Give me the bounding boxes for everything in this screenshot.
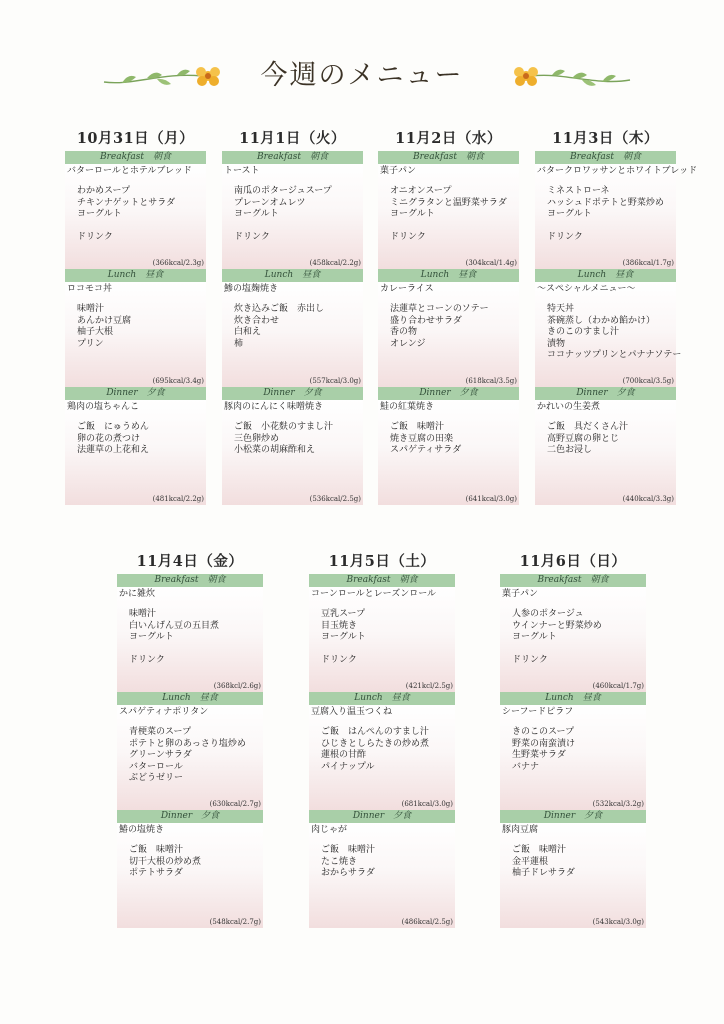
lunch-section <box>378 269 519 387</box>
side-dishes <box>222 186 363 244</box>
calorie-salt-info: (630kcal/2.7g) <box>209 800 261 808</box>
menu-item: スパゲティサラダ <box>390 445 462 455</box>
menu-item: ドリンク <box>390 232 426 242</box>
breakfast-section <box>222 151 363 269</box>
side-dishes <box>500 727 646 773</box>
menu-item: ドリンク <box>547 232 583 242</box>
menu-item: バターロール <box>129 761 183 772</box>
breakfast-header: Breakfast 朝食 <box>222 151 363 164</box>
breakfast-body <box>500 587 646 692</box>
calorie-salt-info: (304kcal/1.4g) <box>465 259 517 267</box>
menu-item: 高野豆腐の卵とじ <box>547 433 620 444</box>
menu-item: ポテトサラダ <box>129 868 183 878</box>
menu-item <box>234 221 363 233</box>
dinner-body <box>309 823 455 928</box>
menu-item <box>129 644 263 656</box>
menu-item: ご飯 味噌汁 <box>512 845 567 855</box>
lunch-section <box>535 269 682 387</box>
menu-item: ウインナーと野菜炒め <box>512 620 602 631</box>
day-column <box>378 127 519 505</box>
menu-item: ご飯 具だくさん汁 <box>547 422 629 432</box>
side-dishes <box>378 186 519 244</box>
menu-item: 生野菜サラダ <box>512 750 566 760</box>
main-dish: バタークロワッサンとホワイトブレッド <box>537 166 698 176</box>
calorie-salt-info: (641kcal/3.0g) <box>465 495 517 503</box>
menu-item: 特天丼 <box>547 304 575 314</box>
menu-item: ご飯 味噌汁 <box>321 845 376 855</box>
menu-item: 茶碗蒸し（わかめ餡かけ） <box>547 315 656 326</box>
menu-item: ご飯 はんぺんのすまし汁 <box>321 727 429 737</box>
calorie-salt-info: (536kcal/2.5g) <box>309 495 361 503</box>
main-dish: 鮭の紅葉焼き <box>380 402 435 412</box>
dinner-section <box>222 387 363 505</box>
menu-item: ドリンク <box>512 655 548 665</box>
menu-item <box>547 221 676 233</box>
side-dishes <box>117 845 263 880</box>
menu-item: 盛り合わせサラダ <box>390 315 462 326</box>
dinner-body <box>378 400 519 505</box>
menu-item: ヨーグルト <box>512 632 557 642</box>
breakfast-body <box>309 587 455 692</box>
calorie-salt-info: (695kcal/3.4g) <box>152 377 204 385</box>
menu-item <box>512 644 646 656</box>
menu-item: たこ焼き <box>321 856 358 867</box>
main-dish: シーフードピラフ <box>502 707 574 717</box>
menu-item: わかめスープ <box>77 186 131 196</box>
menu-item: 味噌汁 <box>129 609 157 619</box>
side-dishes <box>535 304 682 362</box>
side-dishes <box>309 727 455 773</box>
menu-item: 香の物 <box>390 327 418 337</box>
menu-item: ヨーグルト <box>390 209 435 219</box>
menu-item: 南瓜のポタージュスープ <box>234 186 332 196</box>
main-dish: コーンロールとレーズンロール <box>311 589 437 599</box>
lunch-section <box>222 269 363 387</box>
side-dishes <box>500 609 646 667</box>
menu-item: ご飯 味噌汁 <box>129 845 184 855</box>
day-date: 11月1日（火） <box>239 130 346 147</box>
menu-item: ハッシュドポテトと野菜炒め <box>547 197 664 208</box>
lunch-section <box>65 269 206 387</box>
main-dish: トースト <box>224 166 260 176</box>
main-dish: かに雑炊 <box>119 589 156 599</box>
dinner-section <box>309 810 455 928</box>
page-title: 今週のメニュー <box>260 60 464 91</box>
breakfast-body <box>535 164 698 269</box>
menu-item: 蓮根の甘酢 <box>321 750 367 760</box>
menu-item: ご飯 味噌汁 <box>390 422 445 432</box>
menu-item: 漬物 <box>547 338 566 349</box>
lunch-header: Lunch 昼食 <box>535 269 676 282</box>
side-dishes <box>117 727 263 785</box>
dinner-body <box>222 400 363 505</box>
dinner-section <box>117 810 263 928</box>
lunch-section <box>309 692 455 810</box>
calorie-salt-info: (700kcal/3.5g) <box>622 377 674 385</box>
menu-item: パイナップル <box>321 761 375 772</box>
calorie-salt-info: (386kcal/1.7g) <box>622 259 674 267</box>
dinner-body <box>500 823 646 928</box>
menu-item: 法蓮草の上花和え <box>77 445 150 455</box>
main-dish: ロコモコ丼 <box>67 284 113 294</box>
day-column <box>65 127 206 505</box>
main-dish: 菓子パン <box>502 589 539 599</box>
dinner-body <box>535 400 676 505</box>
main-dish: 菓子パン <box>380 166 417 176</box>
main-dish: 鶏肉の塩ちゃんこ <box>67 402 140 412</box>
main-dish: 豚肉のにんにく味噌焼き <box>224 402 324 412</box>
menu-item: 野菜の南蛮漬け <box>512 738 576 749</box>
day-column <box>500 550 646 928</box>
dinner-section <box>378 387 519 505</box>
calorie-salt-info: (618kcal/3.5g) <box>465 377 517 385</box>
breakfast-body <box>117 587 263 692</box>
lunch-header: Lunch 昼食 <box>65 269 206 282</box>
lunch-body <box>500 705 646 810</box>
breakfast-body <box>378 164 519 269</box>
breakfast-header: Breakfast 朝食 <box>535 151 676 164</box>
menu-item: 焼き豆腐の田楽 <box>390 433 454 444</box>
lunch-header: Lunch 昼食 <box>117 692 263 705</box>
side-dishes <box>65 304 206 350</box>
lunch-header: Lunch 昼食 <box>309 692 455 705</box>
breakfast-header: Breakfast 朝食 <box>65 151 206 164</box>
calorie-salt-info: (548kcal/2.7g) <box>209 918 261 926</box>
side-dishes <box>65 186 206 244</box>
menu-item: 目玉焼き <box>321 620 358 631</box>
lunch-section <box>500 692 646 810</box>
menu-item: きのこのすまし汁 <box>547 327 620 337</box>
lunch-body <box>378 282 519 387</box>
breakfast-section <box>65 151 206 269</box>
day-column <box>309 550 455 928</box>
main-dish: かれいの生姜煮 <box>537 402 601 412</box>
menu-item: ぶどうゼリー <box>129 773 184 783</box>
menu-item: きのこのスープ <box>512 727 575 737</box>
main-dish: 豚肉豆腐 <box>502 825 539 835</box>
menu-item: ドリンク <box>234 232 270 242</box>
menu-item: 白いんげん豆の五目煮 <box>129 620 220 631</box>
breakfast-body <box>222 164 363 269</box>
calorie-salt-info: (460kcal/1.7g) <box>592 682 644 690</box>
main-dish: 豆腐入り温玉つくね <box>311 707 393 717</box>
day-date: 11月5日（土） <box>328 553 436 570</box>
main-dish: 肉じゃが <box>311 825 348 835</box>
lunch-header: Lunch 昼食 <box>500 692 646 705</box>
calorie-salt-info: (543kcal/3.0g) <box>592 918 644 926</box>
dinner-header: Dinner 夕食 <box>65 387 206 400</box>
calorie-salt-info: (366kcal/2.3g) <box>152 259 204 267</box>
side-dishes <box>65 422 206 457</box>
lunch-header: Lunch 昼食 <box>378 269 519 282</box>
menu-item: 三色卵炒め <box>234 433 280 444</box>
dinner-header: Dinner 夕食 <box>222 387 363 400</box>
day-column <box>117 550 263 928</box>
calorie-salt-info: (557kcal/3.0g) <box>309 377 361 385</box>
calorie-salt-info: (486kcal/2.5g) <box>401 918 453 926</box>
breakfast-header: Breakfast 朝食 <box>500 574 646 587</box>
menu-item: おからサラダ <box>321 868 375 878</box>
menu-item: 豆乳スープ <box>321 609 366 619</box>
breakfast-section <box>535 151 698 269</box>
dinner-header: Dinner 夕食 <box>378 387 519 400</box>
day-column <box>222 127 363 505</box>
menu-item: 二色お浸し <box>547 445 593 455</box>
menu-item: ココナッツプリンとパナナソテー <box>547 350 682 360</box>
flower-vine-left-icon <box>102 58 232 98</box>
dinner-body <box>65 400 206 505</box>
dinner-section <box>535 387 676 505</box>
menu-item <box>77 221 206 233</box>
menu-item: チキンナゲットとサラダ <box>77 197 176 208</box>
breakfast-header: Breakfast 朝食 <box>117 574 263 587</box>
side-dishes <box>378 304 519 350</box>
side-dishes <box>222 304 363 350</box>
breakfast-body <box>65 164 206 269</box>
menu-item: 法蓮草とコーンのソテー <box>390 304 489 314</box>
menu-item: ご飯 小花麩のすまし汁 <box>234 422 334 432</box>
main-dish: 鯵の塩麹焼き <box>224 284 279 294</box>
menu-item: ヨーグルト <box>77 209 122 219</box>
dinner-header: Dinner 夕食 <box>309 810 455 823</box>
menu-item: 卵の花の煮つけ <box>77 433 141 444</box>
breakfast-section <box>500 574 646 692</box>
calorie-salt-info: (481kcal/2.2g) <box>152 495 204 503</box>
menu-item: 白和え <box>234 327 262 337</box>
menu-item: ヨーグルト <box>129 632 174 642</box>
menu-item: プリン <box>77 338 104 349</box>
menu-item: ミネストローネ <box>547 186 610 196</box>
menu-item: 炊き込みご飯 赤出し <box>234 304 325 314</box>
side-dishes <box>535 422 676 457</box>
menu-item: ドリンク <box>321 655 357 665</box>
menu-item: プレーンオムレツ <box>234 197 306 208</box>
menu-item: 切干大根の炒め煮 <box>129 856 202 867</box>
dinner-section <box>65 387 206 505</box>
lunch-header: Lunch 昼食 <box>222 269 363 282</box>
dinner-body <box>117 823 263 928</box>
menu-item: ポテトと卵のあっさり塩炒め <box>129 738 246 749</box>
day-column <box>535 127 698 505</box>
calorie-salt-info: (421kcl/2.5g) <box>405 682 453 690</box>
menu-item: 人参のポタージュ <box>512 609 584 619</box>
menu-item: ヨーグルト <box>234 209 279 219</box>
calorie-salt-info: (532kcal/3.2g) <box>592 800 644 808</box>
breakfast-header: Breakfast 朝食 <box>309 574 455 587</box>
menu-item: 炊き合わせ <box>234 315 280 326</box>
breakfast-section <box>309 574 455 692</box>
menu-item: 小松菜の胡麻酢和え <box>234 445 316 455</box>
breakfast-section <box>378 151 519 269</box>
menu-item: グリーンサラダ <box>129 750 192 760</box>
side-dishes <box>535 186 676 244</box>
menu-item: ミニグラタンと温野菜サラダ <box>390 197 507 208</box>
menu-item: オニオンスープ <box>390 186 452 196</box>
menu-item: 柚子大根 <box>77 327 114 337</box>
dinner-header: Dinner 夕食 <box>500 810 646 823</box>
main-dish: カレーライス <box>380 284 434 294</box>
main-dish: バターロールとホテルブレッド <box>67 166 192 176</box>
calorie-salt-info: (681kcal/3.0g) <box>401 800 453 808</box>
menu-item: ドリンク <box>77 232 113 242</box>
menu-item: 金平蓮根 <box>512 856 549 867</box>
lunch-body <box>309 705 455 810</box>
side-dishes <box>378 422 519 457</box>
day-date: 10月31日（月） <box>76 130 195 147</box>
lunch-body <box>535 282 682 387</box>
breakfast-header: Breakfast 朝食 <box>378 151 519 164</box>
side-dishes <box>309 845 455 880</box>
dinner-section <box>500 810 646 928</box>
menu-item: 柚子ドレサラダ <box>512 868 575 878</box>
menu-item: ご飯 にゅうめん <box>77 422 149 432</box>
breakfast-section <box>117 574 263 692</box>
day-date: 11月6日（日） <box>519 553 627 570</box>
side-dishes <box>500 845 646 880</box>
menu-item: ドリンク <box>129 655 165 665</box>
dinner-header: Dinner 夕食 <box>535 387 676 400</box>
dinner-header: Dinner 夕食 <box>117 810 263 823</box>
menu-item: あんかけ豆腐 <box>77 315 132 326</box>
main-dish: 鰆の塩焼き <box>119 825 165 835</box>
menu-item: ひじきとしらたきの炒め煮 <box>321 738 430 749</box>
side-dishes <box>309 609 455 667</box>
main-dish: スパゲティナポリタン <box>119 707 209 717</box>
side-dishes <box>222 422 363 457</box>
menu-item: ヨーグルト <box>547 209 592 219</box>
lunch-section <box>117 692 263 810</box>
flower-vine-right-icon <box>502 58 632 98</box>
day-date: 11月4日（金） <box>136 553 244 570</box>
calorie-salt-info: (458kcal/2.2g) <box>309 259 361 267</box>
menu-item: 青梗菜のスープ <box>129 727 192 737</box>
menu-item: 柿 <box>234 338 244 349</box>
menu-item <box>390 221 519 233</box>
main-dish: ～スペシャルメニュー～ <box>537 284 636 294</box>
menu-item: ヨーグルト <box>321 632 366 642</box>
calorie-salt-info: (440kcal/3.3g) <box>622 495 674 503</box>
menu-item: 味噌汁 <box>77 304 105 314</box>
lunch-body <box>222 282 363 387</box>
lunch-body <box>65 282 206 387</box>
day-date: 11月3日（木） <box>552 130 659 147</box>
menu-item <box>321 644 455 656</box>
calorie-salt-info: (368kcl/2.6g) <box>213 682 261 690</box>
menu-item: バナナ <box>512 761 540 772</box>
menu-item: オレンジ <box>390 338 426 349</box>
side-dishes <box>117 609 263 667</box>
lunch-body <box>117 705 263 810</box>
day-date: 11月2日（水） <box>395 130 502 147</box>
